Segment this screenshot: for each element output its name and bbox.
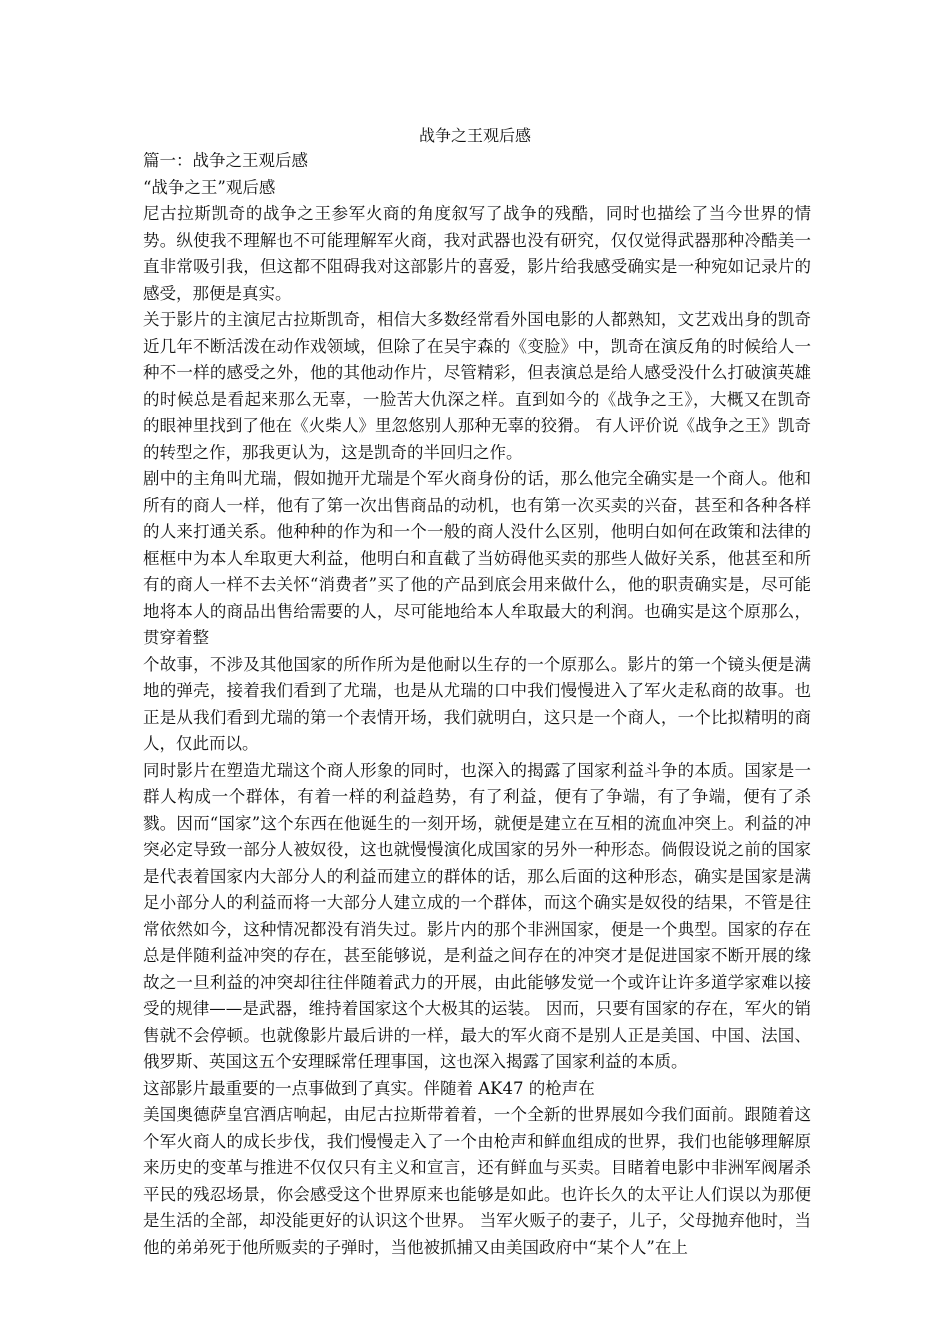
paragraph: 尼古拉斯凯奇的战争之王参军火商的角度叙写了战争的残酷，同时也描绘了当今世界的情势。纵使我不理解也不可能理解军火商，我对武器也没有研究，仅仅觉得武器那种冷酷美一直非常吸引我，但这都不阻碍我对这部影片的喜爱，影片给我感受确实是一种宛如记录片的感受，那便是真实。 xyxy=(143,204,811,303)
heading-section-1: 篇一：战争之王观后感 xyxy=(143,151,308,170)
paragraph: 个故事，不涉及其他国家的所作所为是他耐以生存的一个原那么。影片的第一个镜头便是满地的弹壳，接着我们看到了尤瑞，也是从尤瑞的口中我们慢慢进入了军火走私商的故事。也正是从我们看到尤瑞的第一个表情开场，我们就明白，这只是一个商人，一个比拟精明的商人，仅此而以。 xyxy=(143,654,811,753)
paragraph: 美国奥德萨皇宫酒店响起，由尼古拉斯带着着，一个全新的世界展如今我们面前。跟随着这个军火商人的成长步伐，我们慢慢走入了一个由枪声和鲜血组成的世界，我们也能够理解原来历史的变革与推进不仅仅只有主义和宣言，还有鲜血与买卖。目睹着电影中非洲军阀屠杀平民的残忍场景，你会感受这个世界原来也能够是如此。也许长久的太平让人们误以为那便是生活的全部，却没能更好的认识这个世界。 当军火贩子的妻子，儿子，父母抛弃他时，当他的弟弟死于他所贩卖的子弹时，当他被抓捕又由美国政府中“某个人”在上 xyxy=(143,1105,811,1257)
document-title: 战争之王观后感 xyxy=(418,126,531,145)
paragraph: 关于影片的主演尼古拉斯凯奇，相信大多数经常看外国电影的人都熟知，文艺戏出身的凯奇近几年不断活泼在动作戏领域，但除了在吴宇森的《变脸》中，凯奇在演反角的时候给人一种不一样的感受之外，他的其他动作片，尽管精彩，但表演总是给人感受没什么打破演英雄的时候总是看起来那么无辜，一脸苦大仇深之样。直到如今的《战争之王》，大概又在凯奇的眼神里找到了他在《火柴人》里忽悠别人那种无辜的狡猾。 有人评价说《战争之王》凯奇的转型之作，那我更认为，这是凯奇的半回归之作。 xyxy=(143,310,811,462)
document-body xyxy=(143,148,811,1261)
paragraph: 这部影片最重要的一点事做到了真实。伴随着 AK47 的枪声在 xyxy=(143,1078,595,1098)
heading-subtitle: “战争之王”观后感 xyxy=(143,177,276,197)
paragraph: 剧中的主角叫尤瑞，假如抛开尤瑞是个军火商身份的话，那么他完全确实是一个商人。他和所有的商人一样，他有了第一次出售商品的动机，也有第一次买卖的兴奋，甚至和各种各样的人来打通关系。他种种的作为和一个一般的商人没什么区别，他明白如何在政策和法律的框框中为本人牟取更大利益，他明白和直截了当妨碍他买卖的那些人做好关系，他甚至和所有的商人一样不去关怀“消费者”买了他的产品到底会用来做什么，他的职责确实是，尽可能地将本人的商品出售给需要的人，尽可能地给本人牟取最大的利润。也确实是这个原那么，贯穿着整 xyxy=(143,469,811,647)
paragraph: 同时影片在塑造尤瑞这个商人形象的同时，也深入的揭露了国家利益斗争的本质。国家是一群人构成一个群体，有着一样的利益趋势，有了利益，便有了争端，有了争端，便有了杀戮。因而“国家”这个东西在他诞生的一刻开场，就便是建立在互相的流血冲突上。利益的冲突必定导致一部分人被奴役，这也就慢慢演化成国家的另外一种形态。倘假设说之前的国家是代表着国家内大部分人的利益而建立的群体的话，那么后面的这种形态，确实是国家是满足小部分人的利益而将一大部分人建立成的一个群体，而这个确实是奴役的结果，不管是往常依然如今，这种情况都没有消失过。影片内的那个非洲国家，便是一个典型。国家的存在总是伴随利益冲突的存在，甚至能够说，是利益之间存在的冲突才是促进国家不断开展的缘故之一旦利益的冲突却往往伴随着武力的开展，由此能够发觉一个或许让许多道学家难以接受的规律——是武器，维持着国家这个大极其的运装。 因而，只要有国家的存在，军火的销售就不会停顿。也就像影片最后讲的一样，最大的军火商不是别人正是美国、中国、法国、俄罗斯、英国这五个安理睬常任理事国，这也深入揭露了国家利益的本质。 xyxy=(143,760,811,1071)
